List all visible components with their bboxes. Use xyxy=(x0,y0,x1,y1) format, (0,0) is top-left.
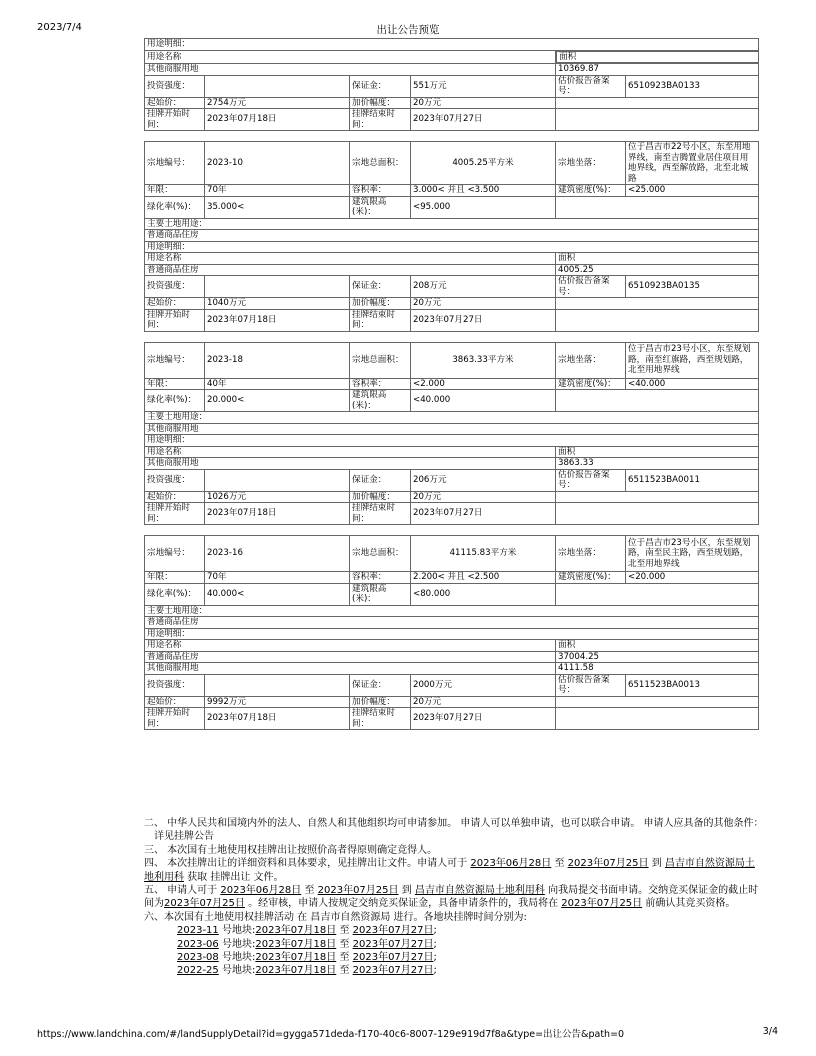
listing-end-label: 挂牌结束时间： xyxy=(350,708,411,730)
use-area: 3863.33 xyxy=(556,458,759,470)
height: <40.000 xyxy=(411,390,556,412)
density-label: 建筑密度(%)： xyxy=(556,572,626,584)
total-area: 4005.25平方米 xyxy=(411,142,556,185)
use-name-header: 用途名称 xyxy=(145,253,556,265)
listing-start-label: 挂牌开始时间： xyxy=(145,708,205,730)
appraisal-label: 估价报告备案号： xyxy=(556,75,626,97)
schedule-item: 2023-06 号地块:2023年07月18日 至 2023年07月27日; xyxy=(177,938,437,950)
investment-value xyxy=(205,276,350,298)
parcel-table xyxy=(144,141,759,332)
deposit-label: 保证金： xyxy=(350,75,411,97)
uses-detail-label: 用途明细： xyxy=(145,435,759,447)
start-price-value: 2754万元 xyxy=(205,97,350,109)
area-header: 面积 xyxy=(556,446,759,458)
schedule-item: 2023-11 号地块:2023年07月18日 至 2023年07月27日; xyxy=(177,925,437,937)
total-area: 41115.83平方米 xyxy=(411,536,556,572)
location: 位于昌吉市23号小区，东至规划路，南至民主路，西至规划路，北至用地界线 xyxy=(626,536,759,572)
appraisal-value: 6510923BA0135 xyxy=(626,276,759,298)
deposit-value: 206万元 xyxy=(411,469,556,491)
far: 2.200< 并且 <2.500 xyxy=(411,572,556,584)
main-use: 普通商品住房 xyxy=(145,230,759,242)
area-header: 面积 xyxy=(556,253,759,265)
height-label: 建筑限高(米)： xyxy=(350,583,411,605)
deposit-value: 2000万元 xyxy=(411,674,556,696)
listing-end-label: 挂牌结束时间： xyxy=(350,309,411,331)
investment-value xyxy=(205,75,350,97)
use-area: 4005.25 xyxy=(556,264,759,276)
years: 70年 xyxy=(205,185,350,197)
total-area-label: 宗地总面积： xyxy=(350,342,411,378)
deposit-value: 551万元 xyxy=(411,75,556,97)
use-row xyxy=(145,651,759,663)
density-label: 建筑密度(%)： xyxy=(556,378,626,390)
use-name: 普通商品住房 xyxy=(145,264,556,276)
investment-label: 投资强度： xyxy=(145,469,205,491)
appraisal-value: 6510923BA0133 xyxy=(626,75,759,97)
page-title: 出让公告预览 xyxy=(376,24,440,36)
start-price-label: 起始价： xyxy=(145,491,205,503)
listing-start-value: 2023年07月18日 xyxy=(205,109,350,131)
total-area: 3863.33平方米 xyxy=(411,342,556,378)
use-name: 其他商服用地 xyxy=(145,64,556,76)
years: 40年 xyxy=(205,378,350,390)
schedule-item: 2022-25 号地块:2023年07月18日 至 2023年07月27日; xyxy=(177,965,437,977)
schedule-item: 2023-08 号地块:2023年07月18日 至 2023年07月27日; xyxy=(177,952,437,964)
use-area: 10369.87 xyxy=(556,64,759,76)
use-row xyxy=(145,663,759,675)
location-label: 宗地坐落： xyxy=(556,342,626,378)
start-price-label: 起始价： xyxy=(145,298,205,310)
investment-value xyxy=(205,469,350,491)
parcel-tables xyxy=(144,38,758,730)
listing-start-label: 挂牌开始时间： xyxy=(145,503,205,525)
green-label: 绿化率(%)： xyxy=(145,390,205,412)
density: <40.000 xyxy=(626,378,759,390)
appraisal-value: 6511523BA0011 xyxy=(626,469,759,491)
use-name-header: 用途名称 xyxy=(145,446,556,458)
start-price-value: 9992万元 xyxy=(205,696,350,708)
note-3: 三、 本次国有土地使用权挂牌出让按照价高者得原则确定竞得人。 xyxy=(144,844,438,856)
use-area: 4111.58 xyxy=(556,663,759,675)
total-area-label: 宗地总面积： xyxy=(350,536,411,572)
density-label: 建筑密度(%)： xyxy=(556,185,626,197)
parcel-table xyxy=(144,342,759,526)
parcel-no-label: 宗地编号： xyxy=(145,142,205,185)
listing-start-value: 2023年07月18日 xyxy=(205,503,350,525)
height: <80.000 xyxy=(411,583,556,605)
use-row xyxy=(145,458,759,470)
increment-value: 20万元 xyxy=(411,298,556,310)
deposit-label: 保证金： xyxy=(350,469,411,491)
start-price-value: 1040万元 xyxy=(205,298,350,310)
listing-start-label: 挂牌开始时间： xyxy=(145,109,205,131)
density: <25.000 xyxy=(626,185,759,197)
parcel-no: 2023-18 xyxy=(205,342,350,378)
main-use-label: 主要土地用途： xyxy=(145,605,759,617)
far-label: 容积率： xyxy=(350,185,411,197)
listing-end-value: 2023年07月27日 xyxy=(411,503,556,525)
note-4: 四、 本次挂牌出让的详细资料和具体要求，见挂牌出让文件。申请人可于 2023年06月28日 至 2023年07月25日 到 昌吉市自然资源局土地利用科 获取 挂牌出让 文件。 xyxy=(144,858,755,883)
listing-end-value: 2023年07月27日 xyxy=(411,708,556,730)
note-5: 五、 申请人可于 2023年06月28日 至 2023年07月25日 到 昌吉市自然资源局土地利用科 向我局提交书面申请。交纳竞买保证金的截止时间为2023年07月25日 。经审核，申请人按规定交纳竞买保证金，具备申请条件的，我局将在 2023年07月25日 前确认其竞买资格。 xyxy=(144,885,759,910)
parcel-table xyxy=(144,535,759,730)
start-price-label: 起始价： xyxy=(145,97,205,109)
parcel-table-continued xyxy=(144,38,759,131)
appraisal-label: 估价报告备案号： xyxy=(556,469,626,491)
increment-value: 20万元 xyxy=(411,97,556,109)
use-row xyxy=(145,264,759,276)
investment-label: 投资强度： xyxy=(145,674,205,696)
note-2: 二、 中华人民共和国境内外的法人、自然人和其他组织均可申请参加。 申请人可以单独申请，也可以联合申请。 申请人应具备的其他条件： xyxy=(144,818,764,829)
use-name: 其他商服用地 xyxy=(145,458,556,470)
start-price-label: 起始价： xyxy=(145,696,205,708)
height-label: 建筑限高(米)： xyxy=(350,196,411,218)
far: <2.000 xyxy=(411,378,556,390)
green: 35.000< xyxy=(205,196,350,218)
increment-value: 20万元 xyxy=(411,696,556,708)
green-label: 绿化率(%)： xyxy=(145,583,205,605)
main-use: 普通商品住房 xyxy=(145,617,759,629)
years: 70年 xyxy=(205,572,350,584)
location: 位于昌吉市23号小区，东至规划路，南至红旗路，西至规划路，北至用地界线 xyxy=(626,342,759,378)
notice-terms xyxy=(144,817,764,978)
appraisal-value: 6511523BA0013 xyxy=(626,674,759,696)
increment-value: 20万元 xyxy=(411,491,556,503)
appraisal-label: 估价报告备案号： xyxy=(556,276,626,298)
density: <20.000 xyxy=(626,572,759,584)
parcel-no: 2023-10 xyxy=(205,142,350,185)
listing-end-value: 2023年07月27日 xyxy=(411,309,556,331)
listing-end-label: 挂牌结束时间： xyxy=(350,503,411,525)
years-label: 年限： xyxy=(145,185,205,197)
uses-detail-label: 用途明细： xyxy=(145,628,759,640)
location-label: 宗地坐落： xyxy=(556,536,626,572)
use-area: 37004.25 xyxy=(556,651,759,663)
increment-label: 加价幅度： xyxy=(350,491,411,503)
height-label: 建筑限高(米)： xyxy=(350,390,411,412)
listing-end-value: 2023年07月27日 xyxy=(411,109,556,131)
main-use-label: 主要土地用途： xyxy=(145,218,759,230)
listing-start-label: 挂牌开始时间： xyxy=(145,309,205,331)
area-header: 面积 xyxy=(557,51,759,63)
increment-label: 加价幅度： xyxy=(350,97,411,109)
appraisal-label: 估价报告备案号： xyxy=(556,674,626,696)
use-name-header: 用途名称 xyxy=(145,640,556,652)
note-6: 六、本次国有土地使用权挂牌活动 在 昌吉市自然资源局 进行。各地块挂牌时间分别为: xyxy=(144,911,527,923)
area-header: 面积 xyxy=(556,640,759,652)
page-url: https://www.landchina.com/#/landSupplyDetail?id=gygga571deda-f170-40c6-8007-129e919d7f8a&type=出让公告&path=0 xyxy=(37,1029,625,1040)
deposit-value: 208万元 xyxy=(411,276,556,298)
far-label: 容积率： xyxy=(350,378,411,390)
main-use-label: 主要土地用途： xyxy=(145,412,759,424)
investment-label: 投资强度： xyxy=(145,75,205,97)
location-label: 宗地坐落： xyxy=(556,142,626,185)
uses-detail-label: 用途明细： xyxy=(145,39,759,51)
years-label: 年限： xyxy=(145,572,205,584)
use-name-header: 用途名称 xyxy=(145,50,556,64)
note-2-detail: 详见挂牌公告 xyxy=(154,831,214,843)
investment-label: 投资强度： xyxy=(145,276,205,298)
listing-schedule xyxy=(144,924,764,978)
use-name: 其他商服用地 xyxy=(145,663,556,675)
deposit-label: 保证金： xyxy=(350,276,411,298)
increment-label: 加价幅度： xyxy=(350,298,411,310)
total-area-label: 宗地总面积： xyxy=(350,142,411,185)
uses-detail-label: 用途明细： xyxy=(145,241,759,253)
listing-start-value: 2023年07月18日 xyxy=(205,708,350,730)
green-label: 绿化率(%)： xyxy=(145,196,205,218)
parcel-no-label: 宗地编号： xyxy=(145,342,205,378)
green: 20.000< xyxy=(205,390,350,412)
listing-start-value: 2023年07月18日 xyxy=(205,309,350,331)
far-label: 容积率： xyxy=(350,572,411,584)
location: 位于昌吉市22号小区，东至用地界线，南至吉腾置业居住项目用地界线，西至解放路，北至北城路 xyxy=(626,142,759,185)
green: 40.000< xyxy=(205,583,350,605)
start-price-value: 1026万元 xyxy=(205,491,350,503)
page-number: 3/4 xyxy=(762,1026,778,1037)
main-use: 其他商服用地 xyxy=(145,423,759,435)
parcel-no: 2023-16 xyxy=(205,536,350,572)
far: 3.000< 并且 <3.500 xyxy=(411,185,556,197)
increment-label: 加价幅度： xyxy=(350,696,411,708)
years-label: 年限： xyxy=(145,378,205,390)
print-date: 2023/7/4 xyxy=(37,22,82,33)
investment-value xyxy=(205,674,350,696)
listing-end-label: 挂牌结束时间： xyxy=(350,109,411,131)
parcel-no-label: 宗地编号： xyxy=(145,536,205,572)
height: <95.000 xyxy=(411,196,556,218)
deposit-label: 保证金： xyxy=(350,674,411,696)
use-name: 普通商品住房 xyxy=(145,651,556,663)
